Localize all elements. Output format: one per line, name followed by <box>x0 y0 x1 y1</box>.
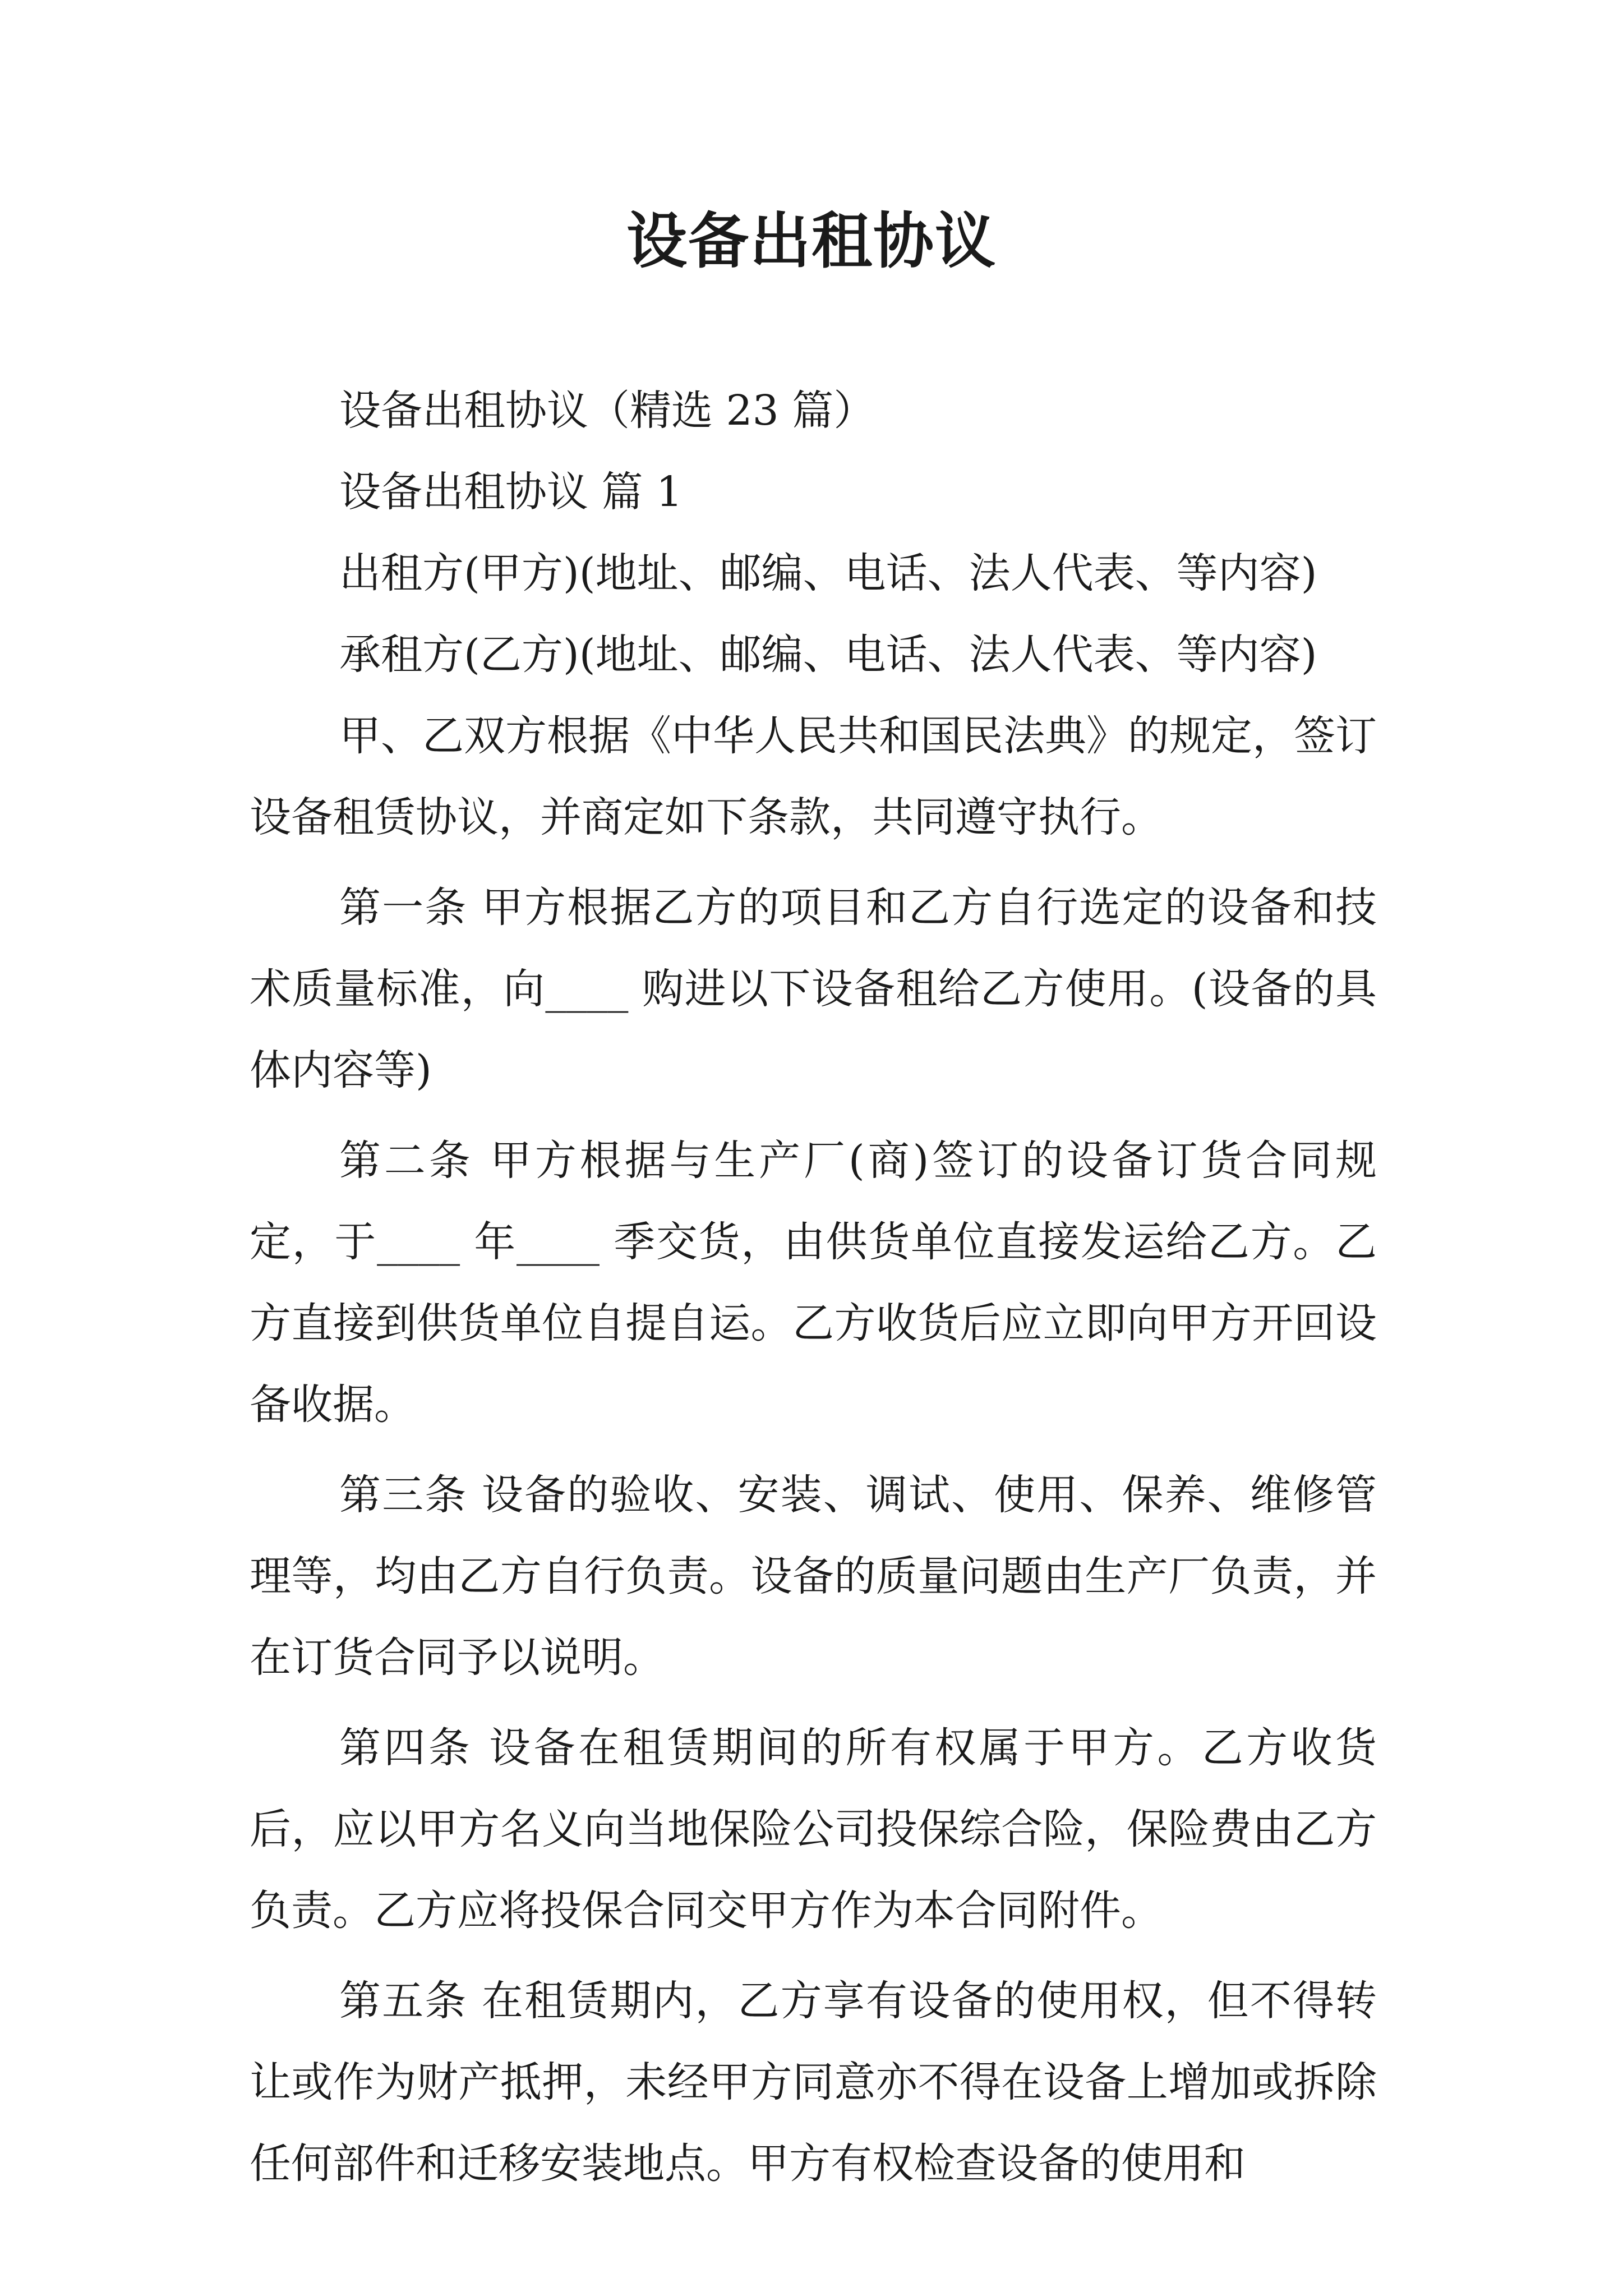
article-4-paragraph: 第四条 设备在租赁期间的所有权属于甲方。乙方收货后，应以甲方名义向当地保险公司投保综合险，保险费由乙方负责。乙方应将投保合同交甲方作为本合同附件。 <box>250 1724 1377 1935</box>
section-heading: 设备出租协议 篇 1 <box>339 468 683 516</box>
document-body <box>250 370 1377 2205</box>
lessee-line: 承租方(乙方)(地址、邮编、电话、法人代表、等内容) <box>339 631 1317 679</box>
article-5-paragraph: 第五条 在租赁期内，乙方享有设备的使用权，但不得转让或作为财产抵押，未经甲方同意亦不得在设备上增加或拆除任何部件和迁移安装地点。甲方有权检查设备的使用和 <box>250 1977 1377 2188</box>
document-title: 设备出租协议 <box>626 206 997 277</box>
article-2-paragraph: 第二条 甲方根据与生产厂(商)签订的设备订货合同规定，于____ 年____ 季交货，由供货单位直接发运给乙方。乙方直接到供货单位自提自运。乙方收货后应立即向甲方开回设备收据。 <box>250 1137 1377 1429</box>
lessor-line: 出租方(甲方)(地址、邮编、电话、法人代表、等内容) <box>339 549 1317 597</box>
article-3-paragraph: 第三条 设备的验收、安装、调试、使用、保养、维修管理等，均由乙方自行负责。设备的质量问题由生产厂负责，并在订货合同予以说明。 <box>250 1471 1377 1682</box>
document-subtitle: 设备出租协议（精选 23 篇） <box>339 386 875 435</box>
article-1-paragraph: 第一条 甲方根据乙方的项目和乙方自行选定的设备和技术质量标准，向____ 购进以下设备租给乙方使用。(设备的具体内容等) <box>250 884 1377 1094</box>
preamble-paragraph: 甲、乙双方根据《中华人民共和国民法典》的规定，签订设备租赁协议，并商定如下条款，共同遵守执行。 <box>250 712 1377 841</box>
